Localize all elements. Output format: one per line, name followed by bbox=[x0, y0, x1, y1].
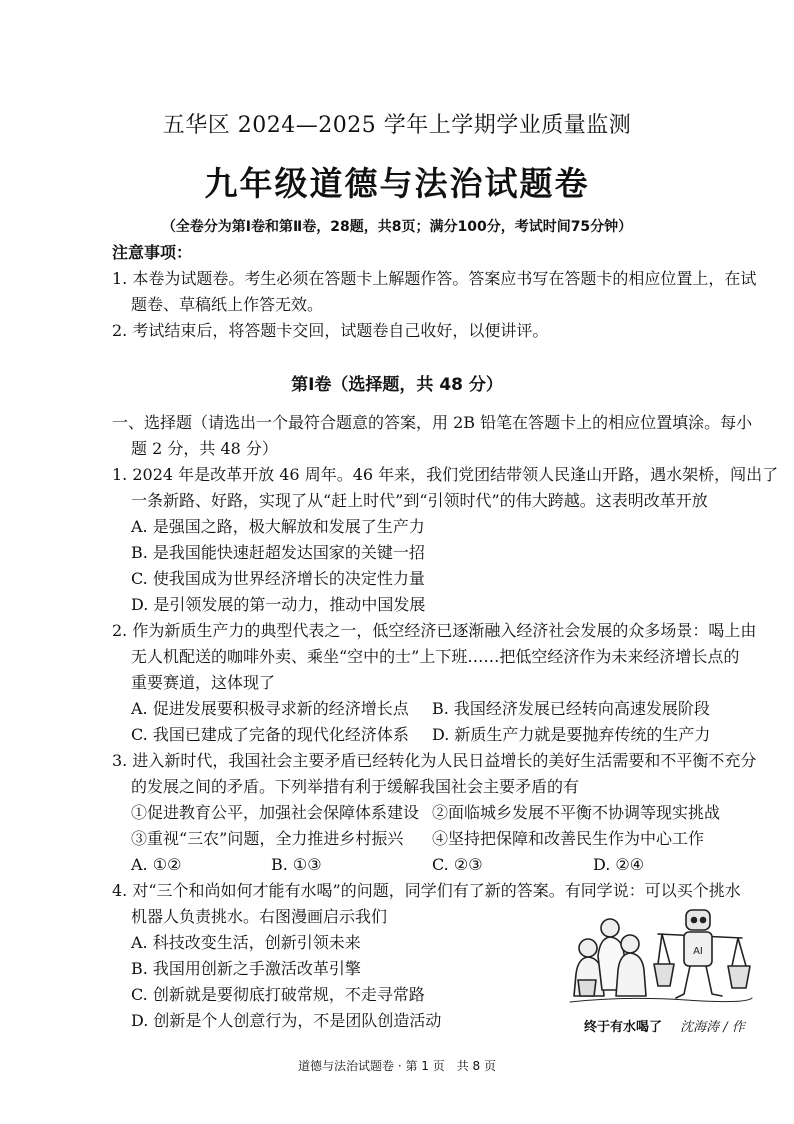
cartoon-monks-robot-illustration bbox=[566, 904, 756, 1012]
q3-option-c: C. ②③ bbox=[432, 855, 483, 874]
q4-stem-line1: 4. 对“三个和尚如何才能有水喝”的问题，同学们有了新的答案。有同学说：可以买个挑水 bbox=[112, 881, 741, 900]
q4-stem-line2: 机器人负责挑水。右图漫画启示我们 bbox=[131, 907, 388, 926]
q2-stem-line3: 重要赛道，这体现了 bbox=[131, 673, 276, 692]
q2-option-b: B. 我国经济发展已经转向高速发展阶段 bbox=[432, 699, 710, 718]
section-instructions-line2: 题 2 分，共 48 分） bbox=[131, 439, 278, 458]
q4-option-a: A. 科技改变生活，创新引领未来 bbox=[131, 933, 361, 952]
q1-option-d: D. 是引领发展的第一动力，推动中国发展 bbox=[131, 595, 426, 614]
section-instructions-line1: 一、选择题（请选出一个最符合题意的答案，用 2B 铅笔在答题卡上的相应位置填涂。每小 bbox=[112, 413, 753, 432]
q2-option-c: C. 我国已建成了完备的现代化经济体系 bbox=[131, 725, 409, 744]
q1-option-a: A. 是强国之路，极大解放和发展了生产力 bbox=[131, 517, 425, 536]
q3-option-d: D. ②④ bbox=[593, 855, 645, 874]
cartoon-author: 沈海涛 / 作 bbox=[680, 1020, 745, 1035]
q3-option-b: B. ①③ bbox=[271, 855, 322, 874]
notice-heading: 注意事项： bbox=[112, 243, 193, 262]
section-title: 第Ⅰ卷（选择题，共 48 分） bbox=[291, 375, 503, 395]
q3-statement-2: ②面临城乡发展不平衡不协调等现实挑战 bbox=[432, 803, 721, 822]
q1-option-b: B. 是我国能快速赶超发达国家的关键一招 bbox=[131, 543, 425, 562]
q3-statement-3: ③重视“三农”问题，全力推进乡村振兴 bbox=[131, 829, 404, 848]
q1-option-c: C. 使我国成为世界经济增长的决定性力量 bbox=[131, 569, 425, 588]
q2-option-d: D. 新质生产力就是要抛弃传统的生产力 bbox=[432, 725, 711, 744]
q1-stem-line2: 一条新路、好路，实现了从“赶上时代”到“引领时代”的伟大跨越。这表明改革开放 bbox=[131, 491, 708, 510]
notice-item-1-line1: 1. 本卷为试题卷。考生必须在答题卡上解题作答。答案应书写在答题卡的相应位置上，在试 bbox=[112, 269, 757, 288]
exam-title-line1: 五华区 2024—2025 学年上学期学业质量监测 bbox=[162, 113, 632, 138]
q3-stem-line1: 3. 进入新时代，我国社会主要矛盾已经转化为人民日益增长的美好生活需要和不平衡不充分 bbox=[112, 751, 757, 770]
q4-option-c: C. 创新就是要彻底打破常规，不走寻常路 bbox=[131, 985, 425, 1004]
exam-info: （全卷分为第Ⅰ卷和第Ⅱ卷，28题，共8页；满分100分，考试时间75分钟） bbox=[161, 219, 633, 235]
q2-option-a: A. 促进发展要积极寻求新的经济增长点 bbox=[131, 699, 409, 718]
q3-option-a: A. ①② bbox=[131, 855, 182, 874]
q2-stem-line2: 无人机配送的咖啡外卖、乘坐“空中的士”上下班……把低空经济作为未来经济增长点的 bbox=[131, 647, 740, 666]
cartoon-caption: 终于有水喝了 bbox=[584, 1020, 663, 1035]
notice-item-1-line2: 题卷、草稿纸上作答无效。 bbox=[131, 295, 324, 314]
q3-statement-1: ①促进教育公平，加强社会保障体系建设 bbox=[131, 803, 420, 822]
q2-stem-line1: 2. 作为新质生产力的典型代表之一，低空经济已逐渐融入经济社会发展的众多场景：喝上由 bbox=[112, 621, 757, 640]
q4-option-b: B. 我国用创新之手激活改革引擎 bbox=[131, 959, 361, 978]
q1-stem-line1: 1. 2024 年是改革开放 46 周年。46 年来，我们党团结带领人民逢山开路，遇水架桥，闯出了 bbox=[112, 465, 779, 484]
robot-label: AI bbox=[693, 946, 703, 957]
q3-statement-4: ④坚持把保障和改善民生作为中心工作 bbox=[432, 829, 705, 848]
q4-option-d: D. 创新是个人创意行为，不是团队创造活动 bbox=[131, 1011, 442, 1030]
page-footer: 道德与法治试题卷 · 第 1 页 共 8 页 bbox=[298, 1059, 496, 1073]
exam-title-main: 九年级道德与法治试题卷 bbox=[204, 164, 590, 203]
cartoon-caption-wrap bbox=[584, 1016, 745, 1035]
notice-item-2: 2. 考试结束后，将答题卡交回，试题卷自己收好，以便讲评。 bbox=[112, 321, 549, 340]
q3-stem-line2: 的发展之间的矛盾。下列举措有利于缓解我国社会主要矛盾的有 bbox=[131, 777, 580, 796]
